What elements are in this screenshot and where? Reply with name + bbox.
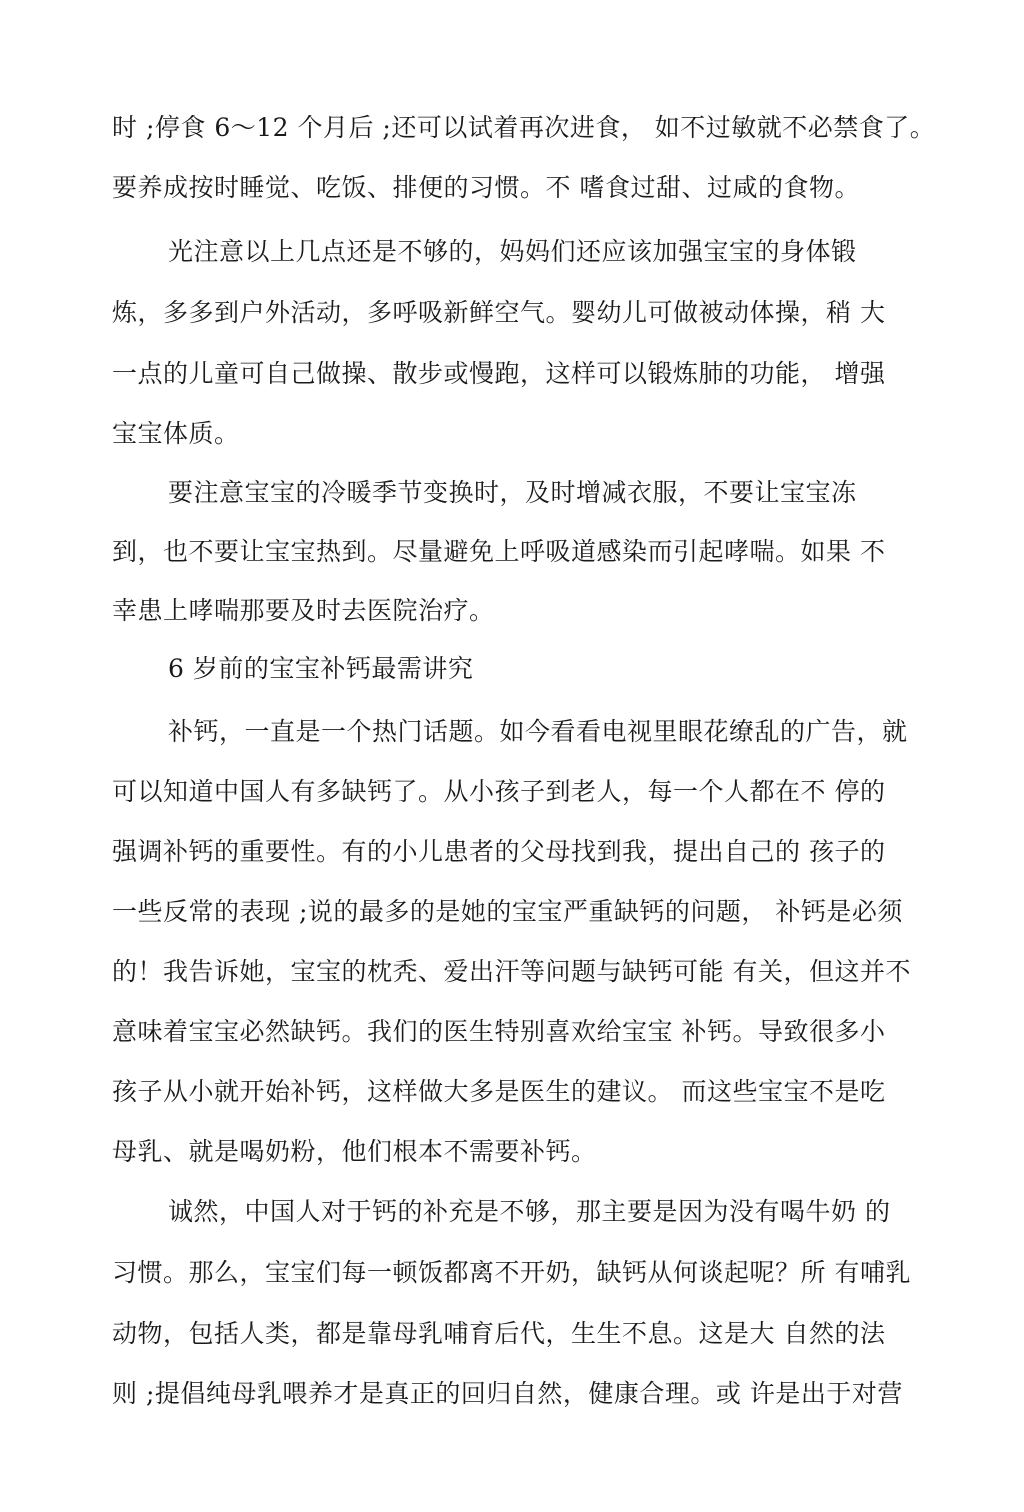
paragraph-line: 则 ;提倡纯母乳喂养才是真正的回归自然，健康合理。或 许是出于对营 bbox=[112, 1379, 903, 1408]
paragraph-line: 一些反常的表现 ;说的最多的是她的宝宝严重缺钙的问题， 补钙是必须 bbox=[112, 897, 903, 926]
paragraph-line: 的！我告诉她，宝宝的枕秃、爱出汗等问题与缺钙可能 有关，但这并不 bbox=[112, 957, 911, 986]
paragraph-line: 可以知道中国人有多缺钙了。从小孩子到老人，每一个人都在不 停的 bbox=[112, 777, 886, 806]
paragraph-line: 宝宝体质。 bbox=[112, 419, 240, 448]
paragraph-line: 要养成按时睡觉、吃饭、排便的习惯。不 嗜食过甜、过咸的食物。 bbox=[112, 173, 860, 202]
paragraph-line: 时 ;停食 6～12 个月后 ;还可以试着再次进食， 如不过敏就不必禁食了。 bbox=[112, 113, 936, 142]
paragraph-line: 光注意以上几点还是不够的，妈妈们还应该加强宝宝的身体锻 bbox=[168, 237, 857, 266]
paragraph-line: 补钙，一直是一个热门话题。如今看看电视里眼花缭乱的广告，就 bbox=[168, 717, 908, 746]
paragraph-line: 要注意宝宝的冷暖季节变换时，及时增减衣服，不要让宝宝冻 bbox=[168, 478, 857, 507]
paragraph-line: 幸患上哮喘那要及时去医院治疗。 bbox=[112, 596, 495, 625]
paragraph-line: 炼，多多到户外活动，多呼吸新鲜空气。婴幼儿可做被动体操，稍 大 bbox=[112, 298, 886, 327]
paragraph-line: 母乳、就是喝奶粉，他们根本不需要补钙。 bbox=[112, 1137, 597, 1166]
paragraph-line: 动物，包括人类，都是靠母乳哺育后代，生生不息。这是大 自然的法 bbox=[112, 1319, 886, 1348]
paragraph-line: 习惯。那么，宝宝们每一顿饭都离不开奶，缺钙从何谈起呢？所 有哺乳 bbox=[112, 1258, 911, 1287]
paragraph-line: 意味着宝宝必然缺钙。我们的医生特别喜欢给宝宝 补钙。导致很多小 bbox=[112, 1017, 886, 1046]
paragraph-line: 强调补钙的重要性。有的小儿患者的父母找到我，提出自己的 孩子的 bbox=[112, 837, 886, 866]
paragraph-line: 孩子从小就开始补钙，这样做大多是医生的建议。 而这些宝宝不是吃 bbox=[112, 1077, 886, 1106]
section-heading: 6 岁前的宝宝补钙最需讲究 bbox=[168, 654, 474, 683]
paragraph-line: 诚然，中国人对于钙的补充是不够，那主要是因为没有喝牛奶 的 bbox=[168, 1197, 891, 1226]
paragraph-line: 到，也不要让宝宝热到。尽量避免上呼吸道感染而引起哮喘。如果 不 bbox=[112, 537, 886, 566]
paragraph-line: 一点的儿童可自己做操、散步或慢跑，这样可以锻炼肺的功能， 增强 bbox=[112, 359, 886, 388]
